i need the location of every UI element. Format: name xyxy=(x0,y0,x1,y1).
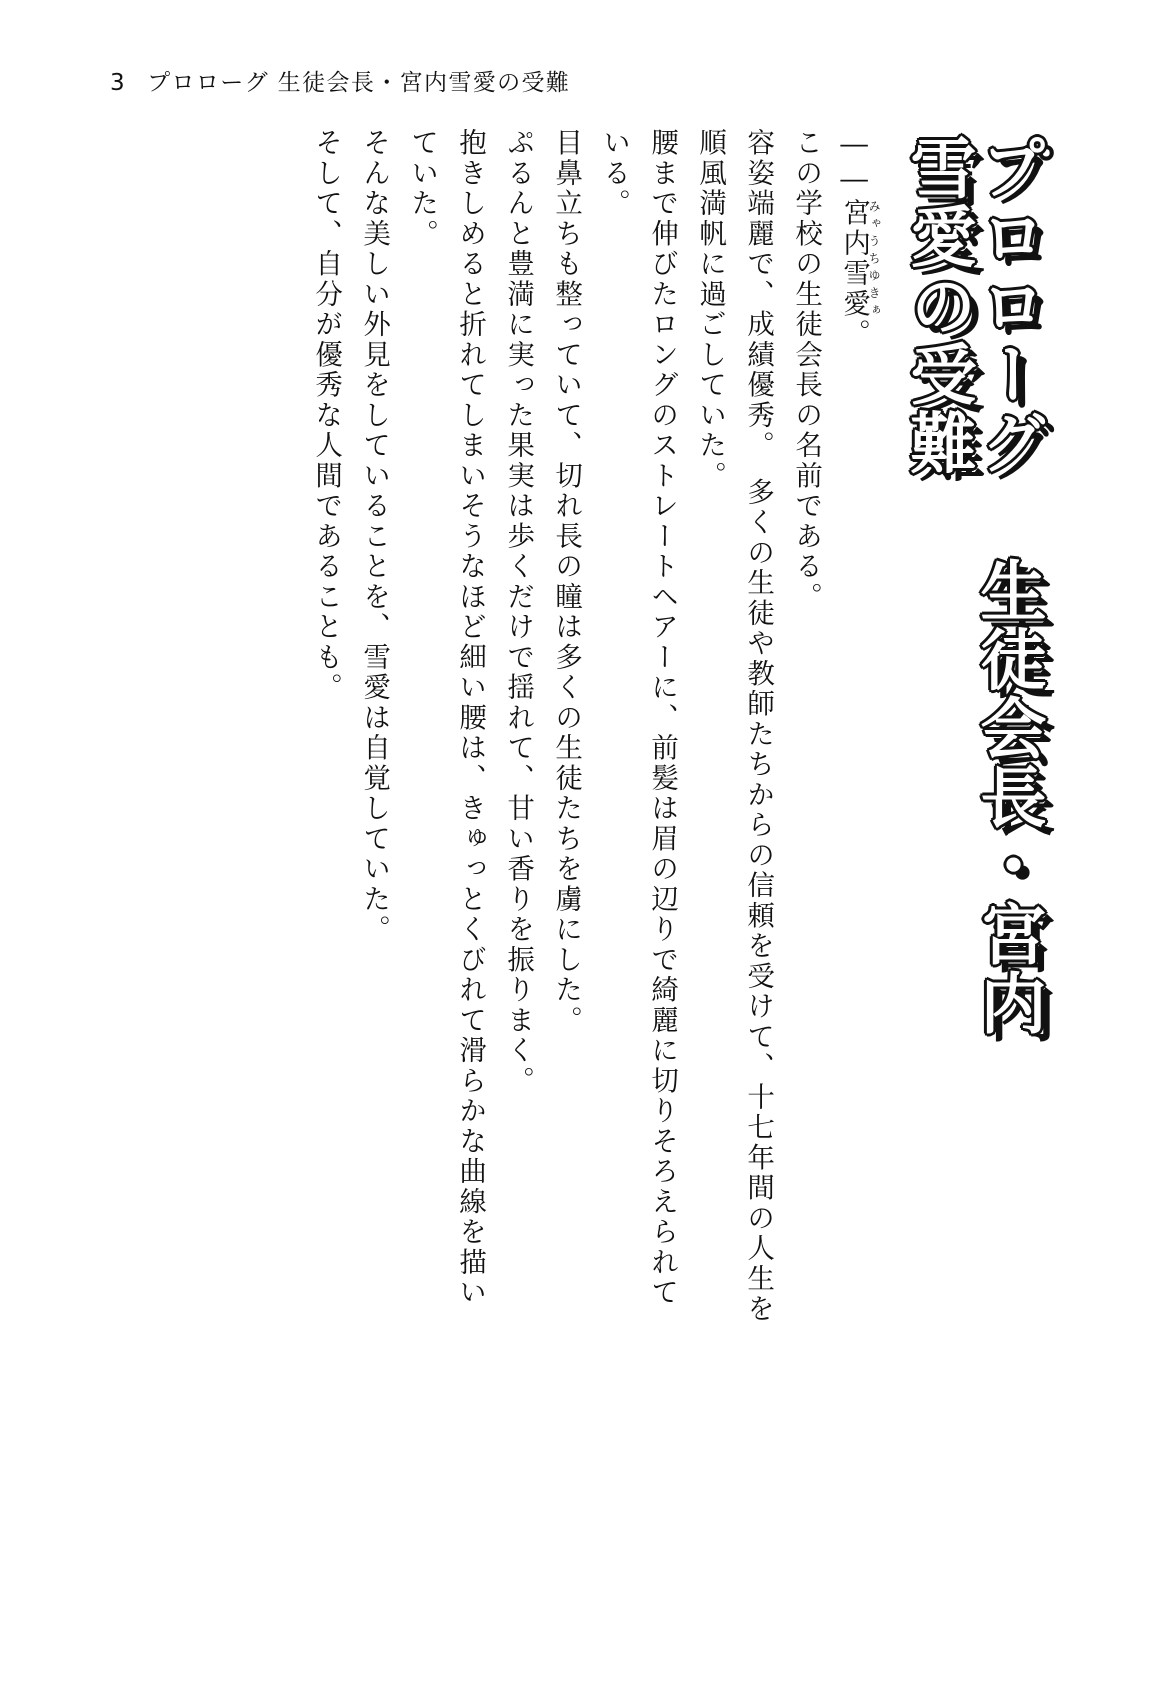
text-line: 目鼻立ちも整っていて、切れ長の瞳は多くの生徒たちを虜にした。 xyxy=(550,128,583,1036)
text-line: 容姿端麗で、成績優秀。 多くの生徒や教師たちからの信頼を受けて、十七年間の人生を xyxy=(742,128,775,1325)
running-header xyxy=(110,64,570,97)
text-line: この学校の生徒会長の名前である。 xyxy=(790,128,823,612)
text-line: ぷるんと豊満に実った果実は歩くだけで揺れて、甘い香りを振りまく。 xyxy=(502,128,535,1096)
chapter-display-title: プロローグ 生徒会長・宮内雪愛の受難 xyxy=(899,134,1046,1038)
ruby-reading: みゃうちゆきぁ xyxy=(867,197,882,319)
page-body xyxy=(95,128,1060,1588)
text-line: 腰まで伸びたロングのストレートヘアーに、前髪は眉の辺りで綺麗に切りそろえられて xyxy=(646,128,679,1308)
text-line: ――宮内雪愛みゃうちゆきぁ。 xyxy=(838,128,882,349)
text-line: いる。 xyxy=(598,128,631,219)
ruby-name: 宮内雪愛みゃうちゆきぁ xyxy=(838,197,882,319)
page-number: 3 xyxy=(110,70,126,96)
text-line: 順風満帆に過ごしていた。 xyxy=(694,128,727,491)
text-line: 抱きしめると折れてしまいそうなほど細い腰は、きゅっとくびれて滑らかな曲線を描い xyxy=(454,128,487,1308)
text-line: ていた。 xyxy=(406,128,439,249)
text-columns xyxy=(291,128,880,1513)
running-title: プロローグ 生徒会長・宮内雪愛の受難 xyxy=(147,70,571,96)
text-line: そして、自分が優秀な人間であることも。 xyxy=(310,128,343,703)
text-line: そんな美しい外見をしていることを、雪愛は自覚していた。 xyxy=(358,128,391,945)
